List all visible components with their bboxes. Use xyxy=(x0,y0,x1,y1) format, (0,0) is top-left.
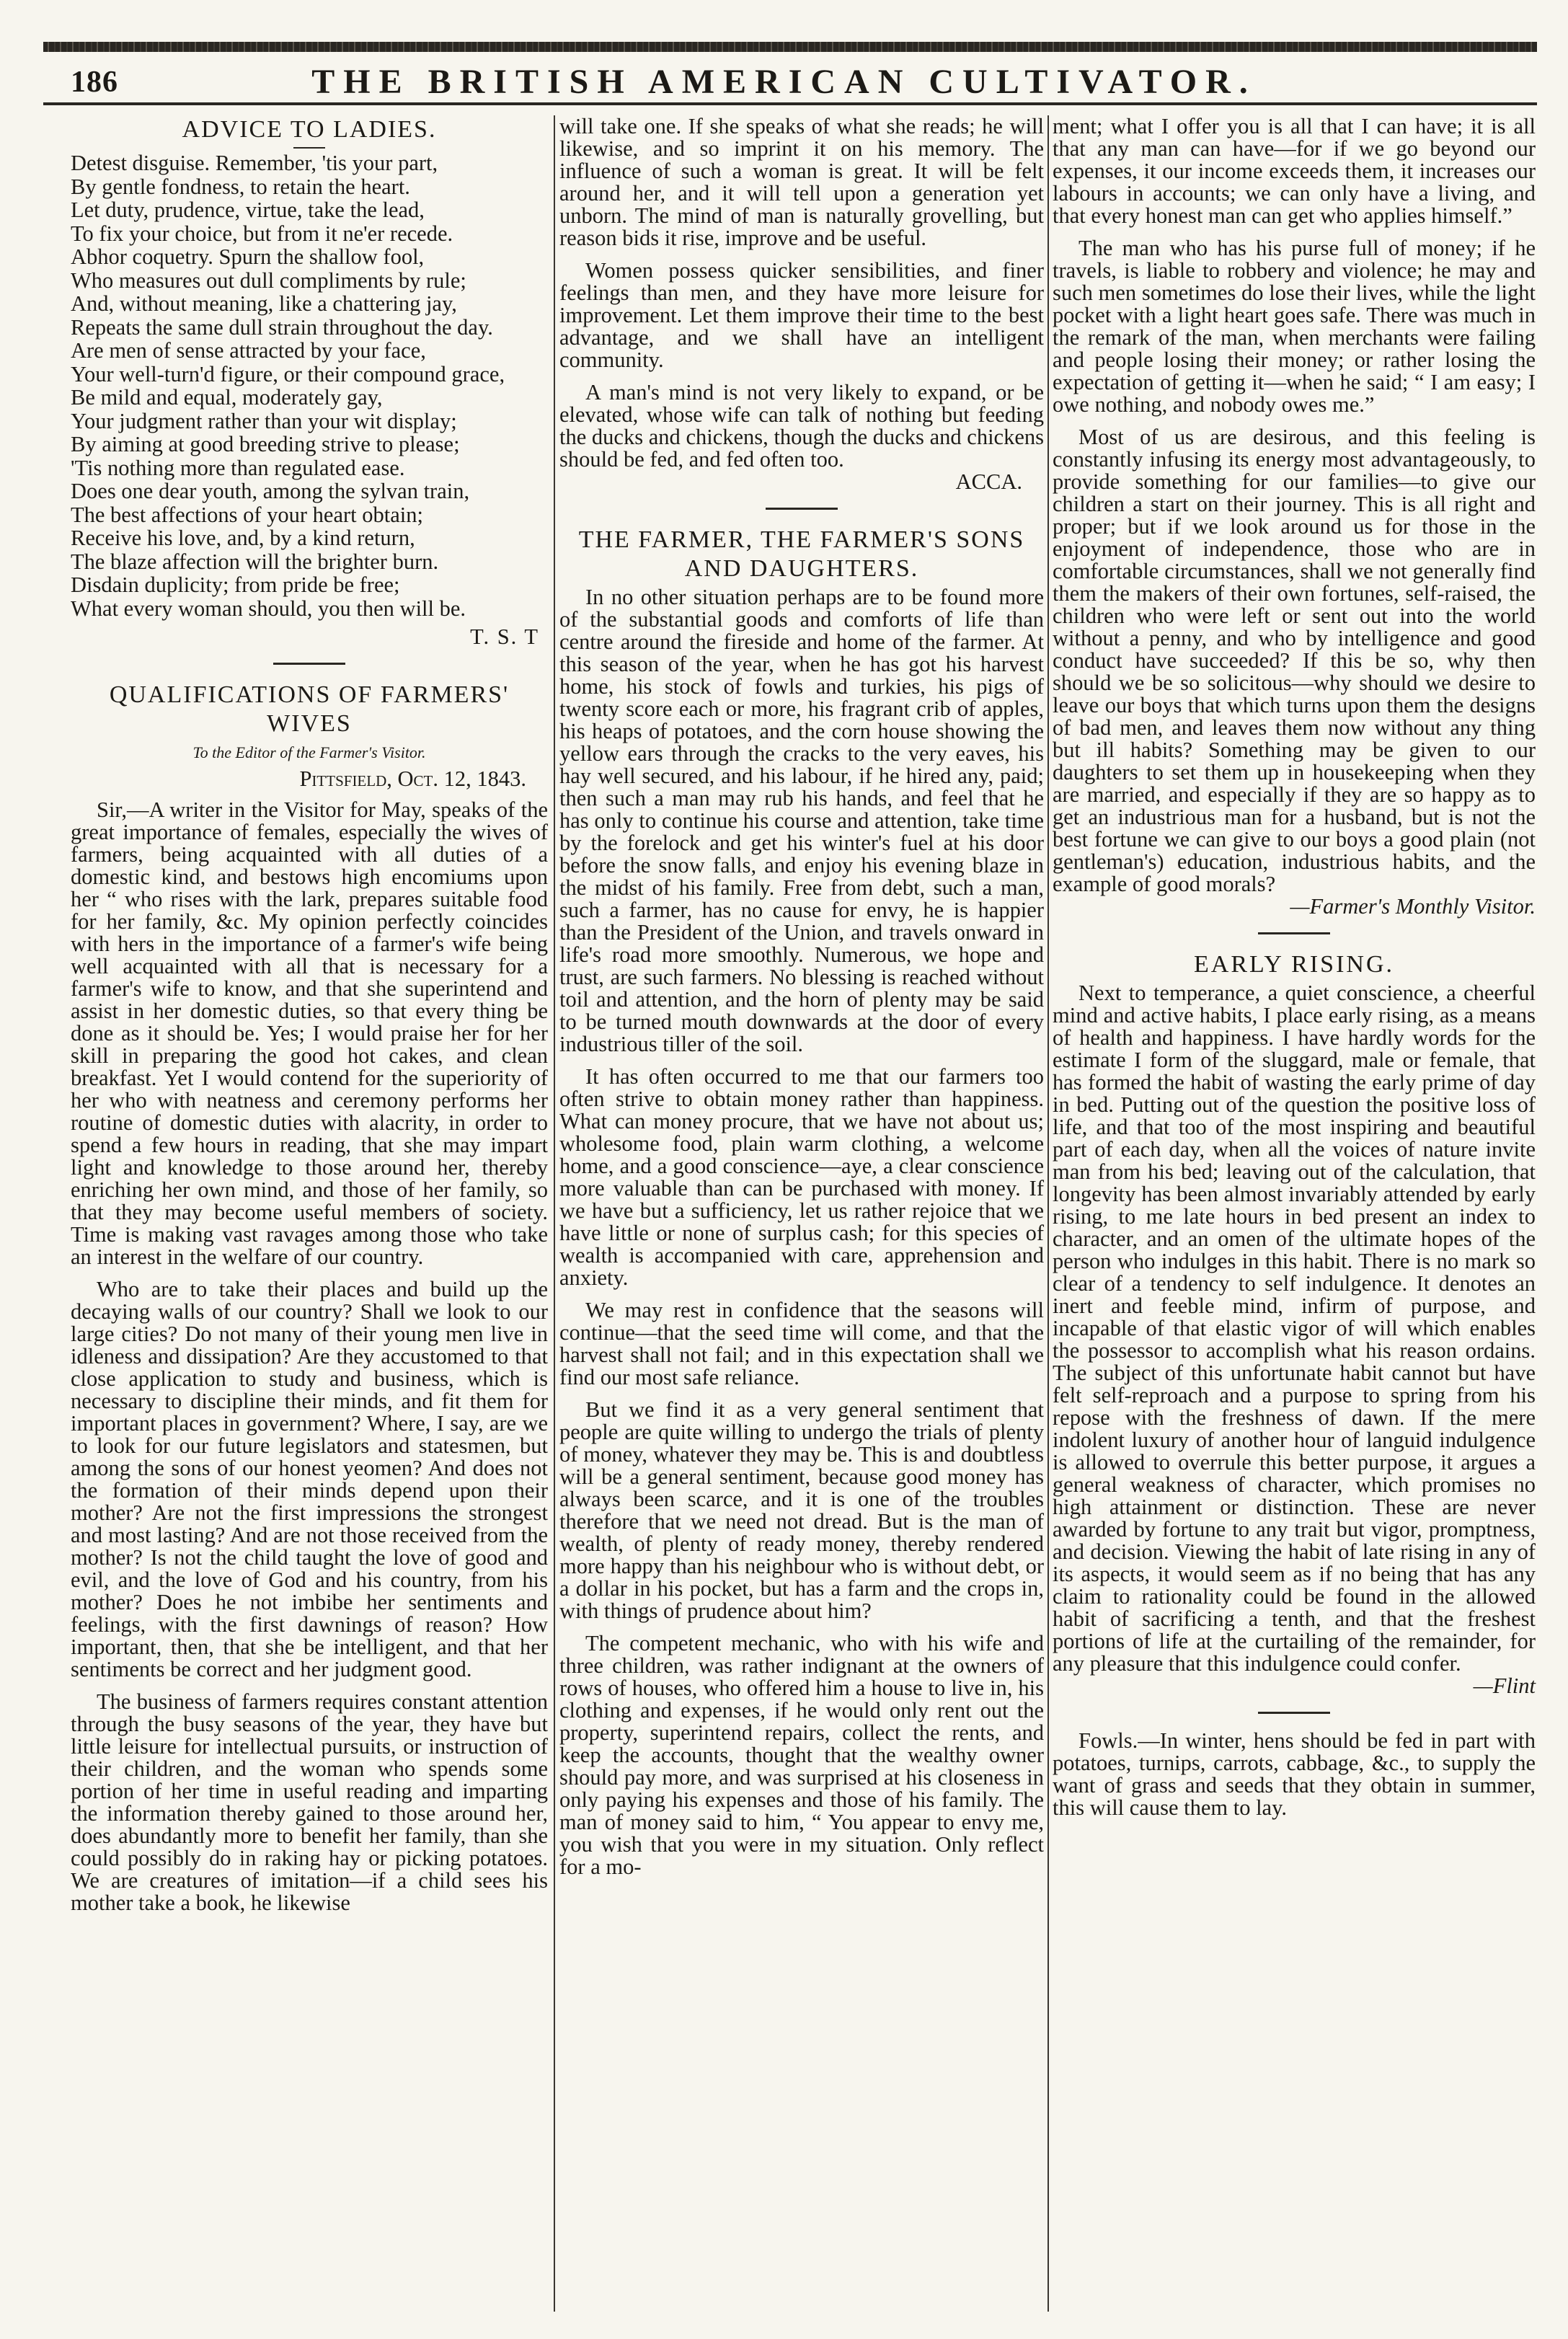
column-1 xyxy=(71,115,548,1924)
column-divider xyxy=(1047,115,1049,2312)
section-separator xyxy=(1258,932,1330,934)
article-paragraph: The man who has his purse full of money; if he travels, is liable to robbery and violence; he may and such men sometimes do lose their lives, while the light pocket with a light heart goes safe. There was much in the remark of the man, when merchants were failing and people losing their money; or rather losing the expectation of getting it—when he said; “ I am easy; I owe nothing, and nobody owes me.” xyxy=(1053,236,1536,417)
article-paragraph: will take one. If she speaks of what she reads; he will likewise, and so imprint it on his memory. The influence of such a woman is great. It will be felt around her, and it will tell upon a generation yet unborn. The mind of man is naturally grovelling, but reason bids it rise, improve and be useful. xyxy=(559,114,1044,250)
article-signature: ACCA. xyxy=(955,469,1022,494)
article-paragraph: Women possess quicker sensibilities, and finer feelings than men, and they have more leisure for improvement. Let them improve their time to the best advantage, and we shall have an intelligent community. xyxy=(559,258,1044,372)
article-paragraph: Next to temperance, a quiet conscience, a cheerful mind and active habits, I place early rising, as a means of health and happiness. I have hardly words for the estimate I form of the sluggard, male or female, that has formed the habit of wasting the early prime of day in bed. Putting out of the question the positive loss of life, and that too of the most inspiring and beautiful part of each day, when all the voices of nature invite man from his bed; leaving out of the calculation, that longevity has been almost invariably attended by early rising, to me late hours in bed present an index to character, and an omen of the ultimate hopes of the person who indulges in this habit. There is no mark so clear of a tendency to self indulgence. It denotes an inert and feeble mind, infirm of purpose, and incapable of that elastic vigor of will which enables the possessor to accomplish what his reason ordains. The subject of this unfortunate habit cannot but have felt self-reproach and a purpose to spring from his repose with the freshness of dawn. If the mere indolent luxury of another hour of languid indulgence is allowed to overrule this better purpose, it argues a general weakness of character, which promises no high attainment or distinction. These are never awarded by fortune to any trait but vigor, promptness, and decision. Viewing the habit of late rising in any of its aspects, it would seem as if no being that has any claim to rationality could be found in the allowed habit of sacrificing a tenth, and that the freshest portions of life at the curtailing of the remainder, for any pleasure that this indulgence could confer. xyxy=(1053,981,1536,1676)
column-3 xyxy=(1053,115,1536,1829)
article-paragraph: The competent mechanic, who with his wife and three children, was rather indignant at the owners of rows of houses, who offered him a house to live in, his clothing and expenses, if he would only rent out the property, superintend repairs, collect the rents, and keep the accounts, thought that the wealthy owner should pay more, and was surprised at his closeness in only paying his expenses and those of his family. The man of money said to him, “ You appear to envy me, you wish that you were in my situation. Only reflect for a mo- xyxy=(559,1631,1044,1879)
article-paragraph: Most of us are desirous, and this feeling is constantly infusing its energy most advantageously, to provide something for our families—to give our children a start on their journey. This is all right and proper; but if we look around us for those in the enjoyment of independence, those who are in comfortable circumstances, shall we not generally find them the makers of their own fortunes, self-raised, the children who were left or sent out into the world without a penny, and who by intelligence and good conduct have succeeded? If this be so, why then should we be so solicitous—why should we desire to leave our boys that which turns upon them the designs of bad men, and leaves them now without any thing but ill habits? Something may be given to our daughters to set them up in housekeeping when they are married, and especially if they are so happy as to get an industrious man for a husband, but is not the best fortune we can give to our boys a good plain (not gentleman's) education, industrious habits, and the example of good morals? xyxy=(1053,425,1536,896)
editor-subhead: To the Editor of the Farmer's Visitor. xyxy=(192,743,426,761)
fowls-paragraph: Fowls.—In winter, hens should be fed in part with potatoes, turnips, carrots, cabbage, &c., to supply the want of grass and seeds that they obtain in summer, this will cause them to lay. xyxy=(1053,1728,1536,1820)
qualifications-title: QUALIFICATIONS OF FARMERS' WIVES xyxy=(109,681,510,737)
poem-line: To fix your choice, but from it ne'er recede. xyxy=(71,221,453,246)
poem-line: The blaze affection will the brighter burn. xyxy=(71,549,439,574)
advice-signature: T. S. T xyxy=(470,624,539,649)
poem-line: Disdain duplicity; from pride be free; xyxy=(71,572,400,597)
source-credit: —Flint xyxy=(1473,1673,1536,1698)
article-paragraph: Who are to take their places and build up the decaying walls of our country? Shall we look to our large cities? Do not many of their young men live in idleness and dissipation? Are they accustomed to that close application to study and business, which is necessary to discipline their minds, and fit them for important places in government? Where, I say, are we to look for our future legislators and statesmen, but among the sons of our honest yeomen? And does not the formation of their minds depend upon their mother? Are not the first impressions the strongest and most lasting? And are not those received from the mother? Is not the child taught the love of good and evil, and the love of God and his country, from his mother? Does he not imbibe her sentiments and feelings, with the first dawnings of reason? How important, then, that she be intelligent, and that her sentiments be correct and her judgment good. xyxy=(71,1277,548,1681)
header-bottom-rule xyxy=(43,102,1537,105)
section-separator xyxy=(273,663,345,665)
journal-title: THE BRITISH AMERICAN CULTIVATOR. xyxy=(311,63,1257,101)
poem-line: Your well-turn'd figure, or their compound grace, xyxy=(71,361,505,386)
section-separator xyxy=(766,508,838,510)
poem-line: And, without meaning, like a chattering jay, xyxy=(71,291,457,316)
early-rising-title: EARLY RISING. xyxy=(1194,951,1394,978)
poem-line: Does one dear youth, among the sylvan train, xyxy=(71,479,470,503)
article-paragraph: A man's mind is not very likely to expand, or be elevated, whose wife can talk of nothing but feeding the ducks and chickens, though the ducks and chickens should be fed, and fed often too. xyxy=(559,380,1044,472)
article-paragraph: In no other situation perhaps are to be found more of the substantial goods and comforts of life than centre around the fireside and home of the farmer. At this season of the year, when he has got his harvest home, his stock of fowls and turkies, his pigs of twenty score each or more, his fragrant crib of apples, his heaps of potatoes, and the corn house showing the yellow ears through the cracks to the very eaves, his hay well secured, and his labour, if he hired any, paid; then such a man may rub his hands, and feel that he has only to continue his course and attention, take time by the forelock and get his winter's fuel at his door before the snow falls, and enjoy his evening blaze in the midst of his family. Free from debt, such a man, such a farmer, has no cause for envy, he is happier than the President of the Union, and travels onward in life's road more smoothly. Numerous, we hope and trust, are such farmers. No blessing is reached without toil and attention, and the horn of plenty may be said to be turned mouth downwards at the door of every industrious tiller of the soil. xyxy=(559,585,1044,1056)
advice-poem xyxy=(71,151,548,620)
poem-line: Who measures out dull compliments by rule; xyxy=(71,267,466,293)
poem-line: Your judgment rather than your wit display; xyxy=(71,408,457,433)
poem-line: The best affections of your heart obtain; xyxy=(71,502,423,527)
poem-line: Are men of sense attracted by your face, xyxy=(71,338,426,363)
column-2 xyxy=(559,115,1044,1888)
poem-line: Repeats the same dull strain throughout the day. xyxy=(71,314,493,340)
article-paragraph: Sir,—A writer in the Visitor for May, speaks of the great importance of females, especially the wives of farmers, being acquainted with all duties of a domestic kind, and bestows high encomiums upon her “ who rises with the lark, prepares suitable food for her family, &c. My opinion perfectly coincides with hers in the importance of a farmer's wife being well acquainted with all that is necessary for a farmer's wife to know, and that she superintend and assist in her domestic duties, so that every thing be done as it should be. Yes; I would praise her for her skill in preparing the good hot cakes, and clean breakfast. Yet I would contend for the superiority of her who with neatness and ceremony performs her routine of domestic duties with alacrity, in order to spend a few hours in reading, that she may impart light and knowledge to those around her, thereby enriching her own mind, and those of her family, so that they may become useful members of society. Time is making vast ravages among those who take an interest in the welfare of our country. xyxy=(71,797,548,1269)
page-number: 186 xyxy=(71,66,118,99)
article-paragraph: ment; what I offer you is all that I can have; it is all that any man can have—for if we go beyond our expenses, it our income exceeds them, it increases our labours in accounts; we can only have a living, and that every honest man can get who applies himself.” xyxy=(1053,114,1536,228)
title-dash xyxy=(293,147,325,149)
column-divider xyxy=(554,115,555,2312)
poem-line: By aiming at good breeding strive to please; xyxy=(71,432,460,456)
source-credit: —Farmer's Monthly Visitor. xyxy=(1290,894,1536,919)
article-paragraph: It has often occurred to me that our farmers too often strive to obtain money rather than happiness. What can money procure, that we have not about us; wholesome food, plain warm clothing, a welcome home, and a good conscience—aye, a clear conscience more valuable than can be purchased with money. If we have but a sufficiency, let us rather rejoice that we have little or none of surplus cash; for this species of wealth is accompanied with care, apprehension and anxiety. xyxy=(559,1064,1044,1290)
poem-line: What every woman should, you then will be. xyxy=(71,596,466,621)
poem-line: Receive his love, and, by a kind return, xyxy=(71,526,415,550)
poem-line: Abhor coquetry. Spurn the shallow fool, xyxy=(71,244,425,269)
article-paragraph: But we find it as a very general sentiment that people are quite willing to undergo the trials of plenty of money, whatever they may be. This is and doubtless will be a general sentiment, because good money has always been scarce, and it is one of the troubles therefore that we need not dread. But is the man of wealth, of plenty of ready money, thereby rendered more happy than his neighbour who is without debt, or a dollar in his pocket, but has a farm and the crops in, with things of prudence about him? xyxy=(559,1397,1044,1623)
farmer-title: THE FARMER, THE FARMER'S SONS AND DAUGHTERS. xyxy=(578,526,1025,582)
poem-line: Be mild and equal, moderately gay, xyxy=(71,385,383,410)
poem-line: By gentle fondness, to retain the heart. xyxy=(71,174,410,199)
header-top-rule xyxy=(43,42,1537,52)
section-separator xyxy=(1258,1712,1330,1714)
poem-line: Let duty, prudence, virtue, take the lead, xyxy=(71,198,425,222)
article-paragraph: The business of farmers requires constant attention through the busy seasons of the year, they have but little leisure for intellectual pursuits, or instruction of their children, and the woman who spends some portion of her time in useful reading and imparting the information thereby gained to those around her, does abundantly more to benefit her family, than she could possibly do in raking hay or picking potatoes. We are creatures of imitation—if a child sees his mother take a book, he likewise xyxy=(71,1689,548,1915)
poem-line: 'Tis nothing more than regulated ease. xyxy=(71,455,405,480)
advice-title: ADVICE TO LADIES. xyxy=(182,116,437,143)
dateline: Pittsfield, Oct. 12, 1843. xyxy=(299,766,526,791)
poem-line: Detest disguise. Remember, 'tis your part, xyxy=(71,151,438,175)
article-paragraph: We may rest in confidence that the seasons will continue—that the seed time will come, and that the harvest shall not fail; and in this expectation shall we find our most safe reliance. xyxy=(559,1298,1044,1389)
